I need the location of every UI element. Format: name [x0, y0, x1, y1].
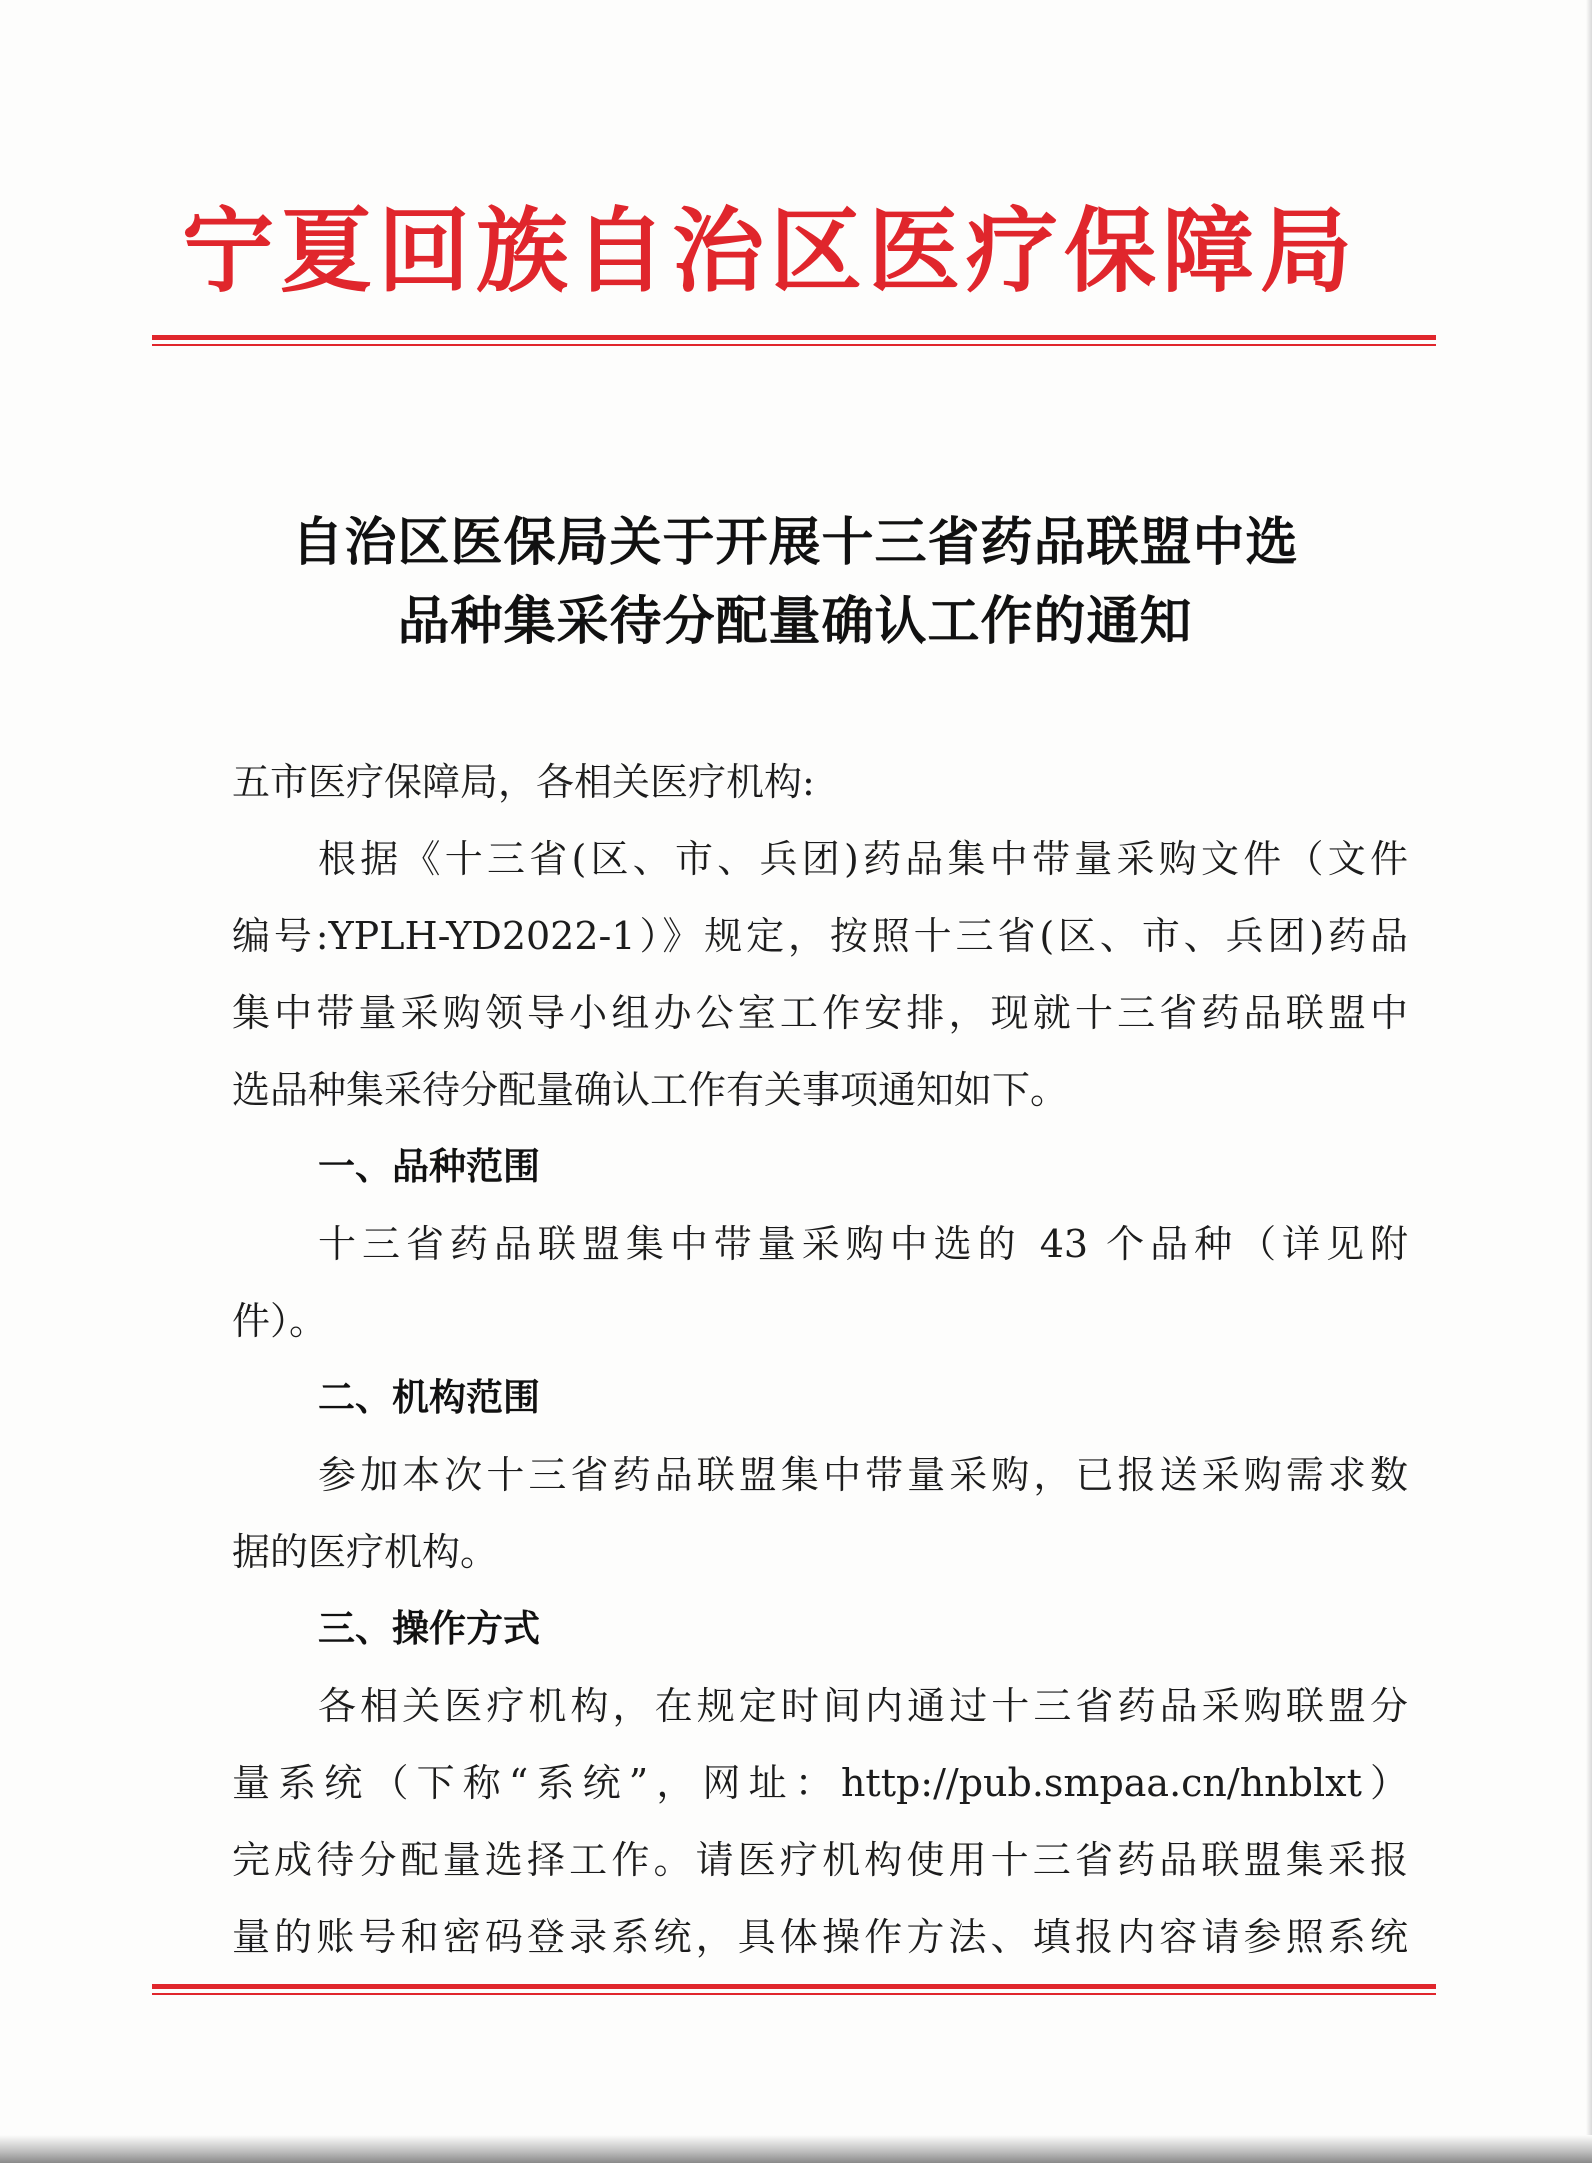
- letterhead-rule-thick: [152, 335, 1436, 340]
- paragraph-1-line-4: 选品种集采待分配量确认工作有关事项通知如下。: [232, 1068, 1069, 1112]
- paragraph-1-line-2: 编号:YPLH-YD2022-1）》规定，按照十三省(区、市、兵团)药品: [232, 914, 1408, 958]
- scan-shadow-bottom: [0, 2135, 1592, 2163]
- section-3-line-3: 完成待分配量选择工作。请医疗机构使用十三省药品联盟集采报: [232, 1838, 1408, 1882]
- section-3-line-1: 各相关医疗机构，在规定时间内通过十三省药品采购联盟分: [318, 1684, 1408, 1728]
- section-3-line-4: 量的账号和密码登录系统，具体操作方法、填报内容请参照系统: [232, 1915, 1408, 1959]
- salutation: 五市医疗保障局，各相关医疗机构:: [232, 760, 815, 804]
- document-title-line-1: 自治区医保局关于开展十三省药品联盟中选: [291, 513, 1299, 573]
- section-2-line-1: 参加本次十三省药品联盟集中带量采购，已报送采购需求数: [318, 1453, 1408, 1497]
- footer-rule-thick: [152, 1984, 1436, 1989]
- scan-shadow-right: [1586, 0, 1592, 2163]
- paragraph-1-line-1: 根据《十三省(区、市、兵团)药品集中带量采购文件（文件: [318, 837, 1408, 881]
- section-1-line-1: 十三省药品联盟集中带量采购中选的 43 个品种（详见附: [318, 1222, 1408, 1266]
- paragraph-1-line-3: 集中带量采购领导小组办公室工作安排，现就十三省药品联盟中: [232, 991, 1408, 1035]
- letterhead-rule-thin: [152, 344, 1436, 346]
- section-1-line-2: 件）。: [232, 1299, 328, 1343]
- section-1-heading: 一、品种范围: [318, 1145, 540, 1188]
- footer-rule-thin: [152, 1993, 1436, 1995]
- letterhead-org-name: 宁夏回族自治区医疗保障局: [181, 197, 1358, 305]
- document-title-line-2: 品种集采待分配量确认工作的通知: [397, 592, 1193, 652]
- section-2-heading: 二、机构范围: [318, 1376, 540, 1419]
- section-2-line-2: 据的医疗机构。: [232, 1530, 499, 1574]
- section-3-heading: 三、操作方式: [318, 1607, 540, 1650]
- section-3-line-2: 量系统（下称“系统”，网址：http://pub.smpaa.cn/hnblxt）: [232, 1761, 1408, 1805]
